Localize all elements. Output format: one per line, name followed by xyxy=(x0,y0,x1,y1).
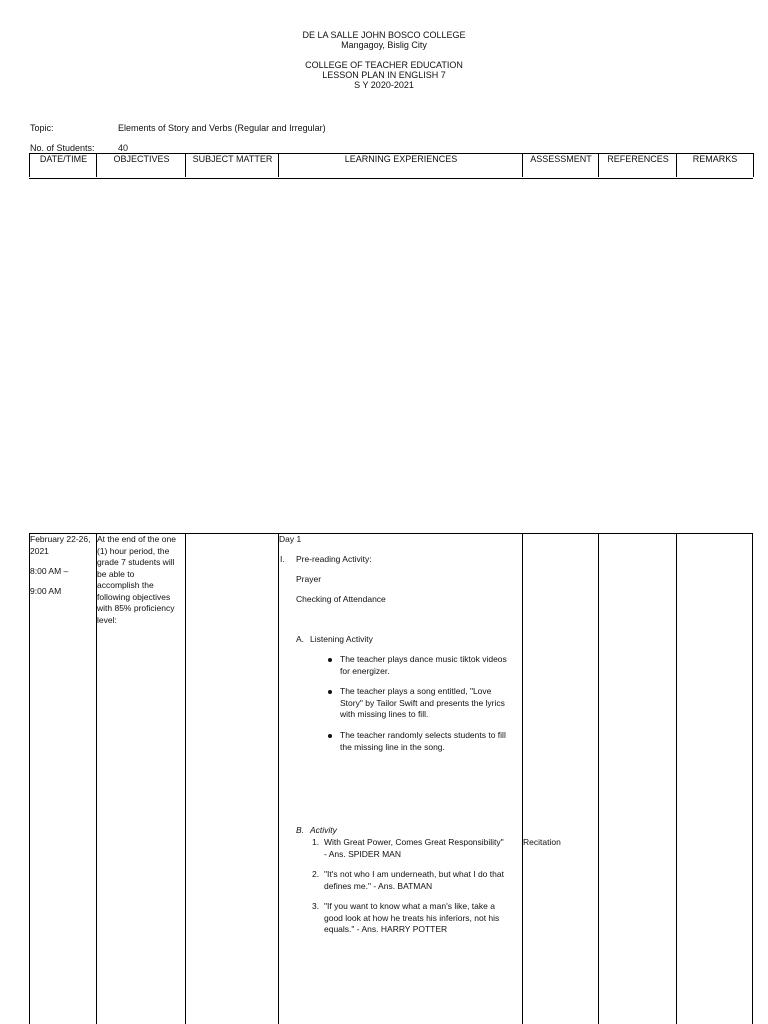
subsection-b-title: Activity xyxy=(310,825,337,835)
section-number: I. xyxy=(280,554,285,564)
col-divider xyxy=(522,533,523,1024)
topic-value: Elements of Story and Verbs (Regular and Irregular) xyxy=(118,123,326,133)
bullet-icon xyxy=(328,734,332,738)
quote-number: 1. xyxy=(312,837,320,847)
quote-line: defines me." - Ans. BATMAN xyxy=(324,880,433,891)
col-divider xyxy=(278,533,279,1024)
students-value: 40 xyxy=(118,143,129,153)
prayer-item: Prayer xyxy=(296,574,322,584)
college-name: COLLEGE OF TEACHER EDUCATION xyxy=(305,60,463,70)
col-header-subject: SUBJECT MATTER xyxy=(185,153,279,177)
day-label: Day 1 xyxy=(279,534,302,544)
objectives-line: accomplish the xyxy=(97,580,154,590)
quote-line: good look at how he treats his inferiors, not his xyxy=(324,912,500,923)
col-divider xyxy=(598,533,599,1024)
subsection-a-label: A. xyxy=(296,634,305,644)
quote-number: 2. xyxy=(312,869,320,879)
bullet-line: the missing line in the song. xyxy=(340,741,445,752)
lesson-plan-title: LESSON PLAN IN ENGLISH 7 xyxy=(322,70,446,80)
col-header-objectives: OBJECTIVES xyxy=(96,153,186,177)
objectives-line: following objectives xyxy=(97,591,171,602)
objectives-line: be able to xyxy=(97,568,135,579)
bullet-line: with missing lines to fill. xyxy=(340,709,429,719)
school-year: S Y 2020-2021 xyxy=(354,80,414,90)
col-header-learning: LEARNING EXPERIENCES xyxy=(278,153,523,177)
bullet-line: The teacher plays a song entitled, "Love xyxy=(340,686,492,696)
quote-line: "If you want to know what a man's like, take a xyxy=(324,901,495,911)
date-line-1: February 22-26, xyxy=(30,534,91,544)
bullet-line: The teacher randomly selects students to fill xyxy=(340,730,506,740)
bullet-icon xyxy=(328,690,332,694)
time-start: 8:00 AM – xyxy=(30,566,69,576)
attendance-item: Checking of Attendance xyxy=(296,594,386,604)
col-header-assessment: ASSESSMENT xyxy=(522,153,599,177)
objectives-line: level: xyxy=(97,614,117,625)
col-divider xyxy=(29,533,30,1024)
objectives-line: (1) hour period, the xyxy=(97,545,170,556)
quote-line: - Ans. SPIDER MAN xyxy=(324,848,401,859)
col-header-remarks: REMARKS xyxy=(676,153,754,177)
col-header-references: REFERENCES xyxy=(598,153,677,177)
subsection-b-label: B. xyxy=(296,825,305,835)
assessment-value: Recitation xyxy=(523,837,561,847)
topic-label: Topic: xyxy=(30,123,54,133)
quote-line: With Great Power, Comes Great Responsibility" xyxy=(324,837,504,847)
subsection-a-title: Listening Activity xyxy=(310,634,373,644)
quote-line: "It's not who I am underneath, but what I do that xyxy=(324,869,504,879)
quote-line: equals." - Ans. HARRY POTTER xyxy=(324,924,448,934)
students-label: No. of Students: xyxy=(30,143,95,153)
bullet-line: The teacher plays dance music tiktok videos xyxy=(340,654,507,664)
col-header-date: DATE/TIME xyxy=(29,153,97,177)
objectives-line: grade 7 students will xyxy=(97,557,175,567)
date-line-2: 2021 xyxy=(30,546,49,556)
school-location: Mangagoy, Bislig City xyxy=(341,40,427,50)
quote-number: 3. xyxy=(312,901,320,911)
objectives-line: At the end of the one xyxy=(97,534,176,544)
school-name: DE LA SALLE JOHN BOSCO COLLEGE xyxy=(302,30,466,40)
col-divider xyxy=(752,533,753,1024)
time-end: 9:00 AM xyxy=(30,586,62,596)
objectives-line: with 85% proficiency xyxy=(97,603,175,613)
col-divider xyxy=(185,533,186,1024)
col-divider xyxy=(676,533,677,1024)
section-title: Pre-reading Activity: xyxy=(296,554,372,564)
bullet-line: Story" by Tailor Swift and presents the lyrics xyxy=(340,697,505,708)
bullet-icon xyxy=(328,658,332,662)
bullet-line: for energizer. xyxy=(340,665,390,676)
